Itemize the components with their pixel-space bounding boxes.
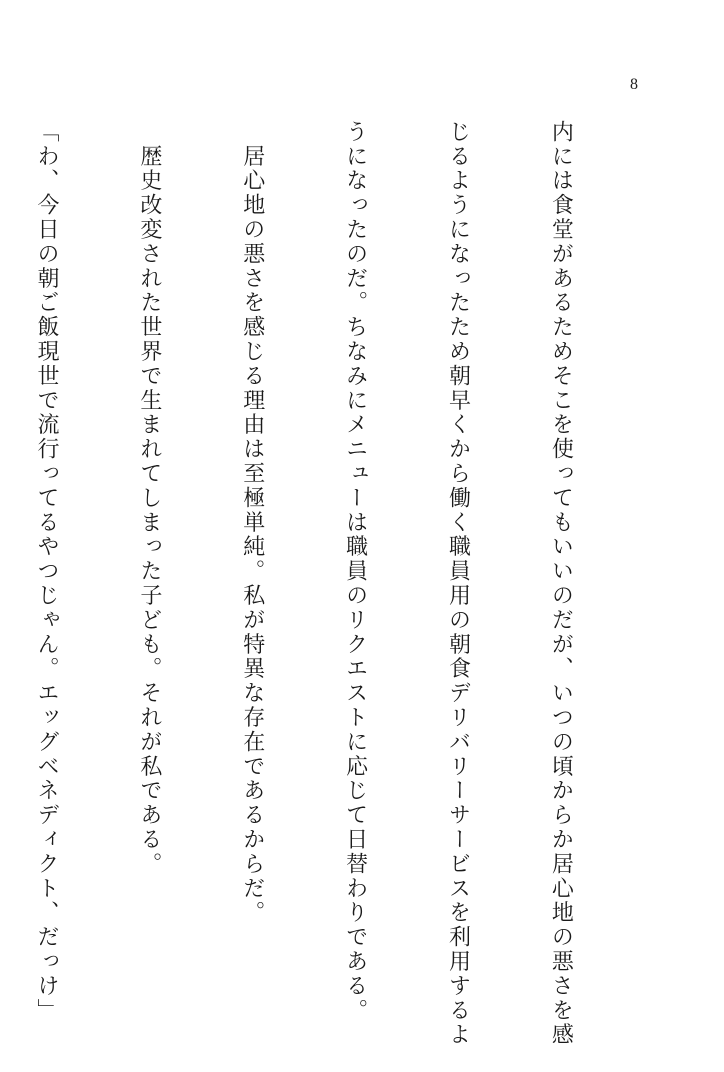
text-line: 内には食堂があるためそこを使ってもいいのだが、いつの頃からか居心地の悪さを感: [548, 120, 574, 1048]
text-line: うになったのだ。ちなみにメニューは職員のリクエストに応じて日替わりである。: [342, 120, 368, 1023]
dialogue-line: 「わ、今日の朝ご飯現世で流行ってるやつじゃん。エッグベネディクト、だっけ」: [33, 120, 59, 1023]
text-line: じるようになったため朝早くから働く職員用の朝食デリバリーサービスを利用するよ: [445, 120, 471, 1048]
text-line: 居心地の悪さを感じる理由は至極単純。私が特異な存在であるからだ。: [239, 120, 265, 926]
body-text: [33, 120, 646, 1048]
page-number: 8: [630, 76, 638, 93]
text-line: 歴史改変された世界で生まれてしまった子ども。それが私である。: [136, 120, 162, 877]
